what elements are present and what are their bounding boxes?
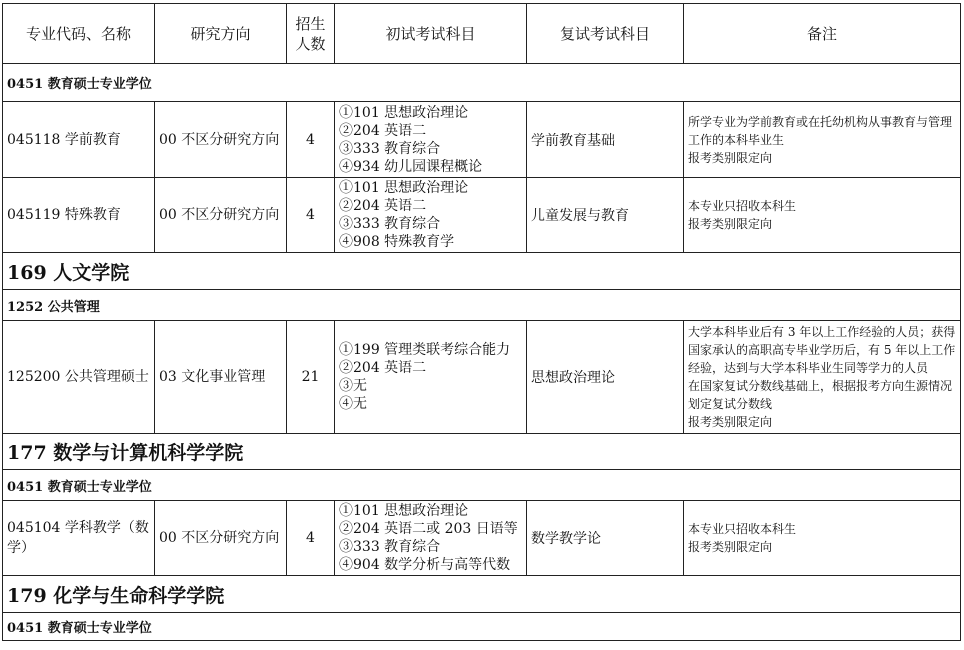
note-line: 报考类别限定向	[688, 540, 773, 554]
notes-cell	[684, 321, 961, 434]
direction-cell: 00 不区分研究方向	[155, 102, 287, 178]
exam-subject: ①101 思想政治理论	[339, 104, 469, 121]
degree-row	[3, 613, 961, 641]
note-line: 报考类别限定向	[688, 150, 773, 165]
exam-subject: ④904 数学分析与高等代数	[339, 557, 511, 573]
section-title: 177 数学与计算机科学学院	[3, 434, 961, 470]
header-direction: 研究方向	[155, 4, 287, 64]
degree-row	[3, 64, 961, 102]
exam-subject: ②204 英语二	[339, 122, 427, 139]
degree-label: 0451 教育硕士专业学位	[3, 613, 961, 641]
note-line: 大学本科毕业后有 3 年以上工作经验的人员；获得国家承认的高职高专毕业学历后，有 5 年以上工作经验，达到与大学本科毕业生同等学力的人员	[688, 325, 956, 375]
retest-cell: 思想政治理论	[527, 321, 684, 434]
exam-cell	[335, 102, 527, 178]
enroll-cell: 21	[287, 321, 335, 434]
exam-subject: ④908 特殊教育学	[339, 234, 455, 250]
direction-cell: 00 不区分研究方向	[155, 178, 287, 253]
exam-subject: ①199 管理类联考综合能力	[339, 342, 511, 358]
exam-subject: ③333 教育综合	[339, 140, 441, 157]
header-first-exam: 初试考试科目	[335, 4, 527, 64]
exam-cell	[335, 178, 527, 253]
exam-subject: ④无	[339, 396, 367, 412]
header-enroll: 招生人数	[287, 4, 335, 64]
notes-cell	[684, 501, 961, 576]
major-cell: 045119 特殊教育	[3, 178, 155, 253]
major-cell: 045118 学前教育	[3, 102, 155, 178]
direction-cell: 00 不区分研究方向	[155, 501, 287, 576]
header-notes: 备注	[684, 4, 961, 64]
exam-cell	[335, 501, 527, 576]
notes-cell	[684, 178, 961, 253]
degree-row	[3, 290, 961, 321]
header-row	[3, 4, 961, 64]
exam-subject: ③无	[339, 378, 367, 394]
exam-subject: ③333 教育综合	[339, 539, 441, 555]
degree-row	[3, 470, 961, 501]
program-row	[3, 321, 961, 434]
retest-cell: 数学教学论	[527, 501, 684, 576]
section-title: 179 化学与生命科学学院	[3, 576, 961, 613]
exam-subject: ②204 英语二	[339, 198, 427, 214]
program-row	[3, 501, 961, 576]
header-major: 专业代码、名称	[3, 4, 155, 64]
exam-subject: ③333 教育综合	[339, 216, 441, 232]
exam-cell	[335, 321, 527, 434]
major-cell: 045104 学科教学（数学）	[3, 501, 155, 576]
note-line: 所学专业为学前教育或在托幼机构从事教育与管理工作的本科毕业生	[688, 114, 953, 147]
exam-subject: ④934 幼儿园课程概论	[339, 158, 483, 175]
note-line: 报考类别限定向	[688, 415, 773, 429]
degree-label: 1252 公共管理	[3, 290, 961, 321]
degree-label: 0451 教育硕士专业学位	[3, 64, 961, 102]
section-title: 169 人文学院	[3, 253, 961, 290]
enroll-cell: 4	[287, 178, 335, 253]
program-row	[3, 178, 961, 253]
section-row	[3, 253, 961, 290]
direction-cell: 03 文化事业管理	[155, 321, 287, 434]
exam-subject: ①101 思想政治理论	[339, 180, 469, 196]
header-retest: 复试考试科目	[527, 4, 684, 64]
admissions-table	[2, 3, 961, 641]
note-line: 报考类别限定向	[688, 217, 773, 231]
note-line: 在国家复试分数线基础上，根据报考方向生源情况划定复试分数线	[688, 379, 953, 411]
note-line: 本专业只招收本科生	[688, 199, 797, 213]
major-cell: 125200 公共管理硕士	[3, 321, 155, 434]
retest-cell: 儿童发展与教育	[527, 178, 684, 253]
exam-subject: ①101 思想政治理论	[339, 503, 469, 519]
section-row	[3, 434, 961, 470]
note-line: 本专业只招收本科生	[688, 522, 797, 536]
exam-subject: ②204 英语二或 203 日语等	[339, 521, 518, 537]
notes-cell	[684, 102, 961, 178]
enroll-cell: 4	[287, 102, 335, 178]
retest-cell: 学前教育基础	[527, 102, 684, 178]
enroll-cell: 4	[287, 501, 335, 576]
program-row	[3, 102, 961, 178]
exam-subject: ②204 英语二	[339, 360, 427, 376]
degree-label: 0451 教育硕士专业学位	[3, 470, 961, 501]
section-row	[3, 576, 961, 613]
